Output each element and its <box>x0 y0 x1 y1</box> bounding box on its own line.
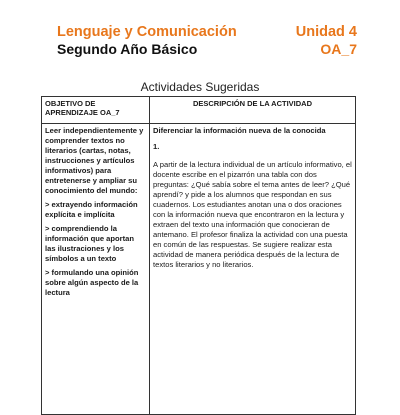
table-row <box>42 124 356 415</box>
page-title: Actividades Sugeridas <box>140 80 260 94</box>
objective-item: > extrayendo información explícita e implícita <box>45 200 138 219</box>
activity-cell <box>150 124 356 415</box>
grade-label: Segundo Año Básico <box>57 41 198 57</box>
oa-label: OA_7 <box>320 41 357 57</box>
unit-label: Unidad 4 <box>295 24 357 40</box>
activity-body: A partir de la lectura individual de un artículo informativo, el docente escribe en el pizarrón una tabla con dos preguntas: ¿Qué sabía sobre el tema antes de leer? ¿Qué aprendí? y pide a los alumnos que respondan en sus cuadernos. Los estudiantes anotan una o dos oraciones con la información nueva que encontraron en la lectura y extraen del texto una información que conocieran de antemano. El profesor finaliza la actividad con una puesta en común de las respuestas. Se sugiere realizar esta actividad de manera periódica después de la lectura de textos literarios y no literarios. <box>153 160 352 269</box>
objective-cell <box>42 124 150 415</box>
objective-item: > formulando una opinión sobre algún aspecto de la lectura <box>45 268 139 297</box>
activity-number: 1. <box>153 142 160 151</box>
objective-intro: Leer independientemente y comprender textos no literarios (cartas, notas, instrucciones y artículos informativos) para entretenerse y ampliar su conocimiento del mundo: <box>45 126 144 195</box>
subject-title: Lenguaje y Comunicación <box>57 24 237 40</box>
activities-table <box>41 96 356 415</box>
activity-title: Diferenciar la información nueva de la conocida <box>153 126 326 135</box>
table-header-row <box>42 97 356 124</box>
objective-column-header: OBJETIVO DE APRENDIZAJE OA_7 <box>42 97 150 124</box>
objective-item: > comprendiendo la información que aportan las ilustraciones y los símbolos a un texto <box>45 224 135 263</box>
description-column-header: DESCRIPCIÓN DE LA ACTIVIDAD <box>150 97 356 124</box>
